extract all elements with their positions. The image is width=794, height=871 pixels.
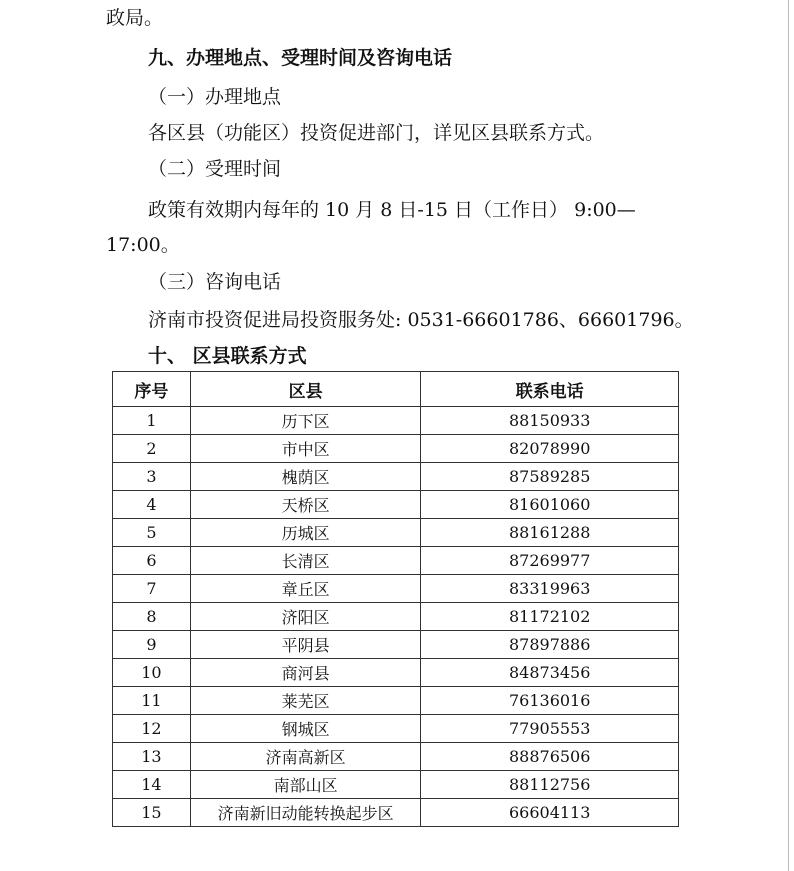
- time-text-line1: 政策有效期内每年的 10 月 8 日-15 日（工作日） 9:00—: [148, 199, 636, 221]
- section-heading-10: 十、 区县联系方式: [148, 345, 307, 367]
- subheading-phone: （三）咨询电话: [148, 271, 282, 293]
- table-row: [113, 771, 679, 799]
- row-phone: 88150933: [421, 407, 679, 435]
- row-index: 2: [113, 435, 191, 463]
- row-phone: 83319963: [421, 575, 679, 603]
- continued-text: 政局。: [106, 7, 164, 29]
- location-text: 各区县（功能区）投资促进部门，详见区县联系方式。: [148, 122, 605, 144]
- table-row: [113, 631, 679, 659]
- row-phone: 87589285: [421, 463, 679, 491]
- row-district: 天桥区: [190, 491, 421, 519]
- header-index: 序号: [113, 372, 191, 407]
- row-phone: 87897886: [421, 631, 679, 659]
- row-district: 历城区: [190, 519, 421, 547]
- phone-text: 济南市投资促进局投资服务处: 0531-66601786、66601796。: [148, 309, 694, 331]
- row-index: 10: [113, 659, 191, 687]
- row-index: 3: [113, 463, 191, 491]
- row-district: 历下区: [190, 407, 421, 435]
- header-phone: 联系电话: [421, 372, 679, 407]
- table-row: [113, 603, 679, 631]
- row-index: 5: [113, 519, 191, 547]
- row-index: 11: [113, 687, 191, 715]
- row-phone: 84873456: [421, 659, 679, 687]
- header-district: 区县: [190, 372, 421, 407]
- row-phone: 88161288: [421, 519, 679, 547]
- row-index: 4: [113, 491, 191, 519]
- table-row: [113, 743, 679, 771]
- page-edge-line: [788, 0, 789, 871]
- row-index: 9: [113, 631, 191, 659]
- row-district: 章丘区: [190, 575, 421, 603]
- row-index: 15: [113, 799, 191, 827]
- row-index: 14: [113, 771, 191, 799]
- row-district: 市中区: [190, 435, 421, 463]
- row-district: 商河县: [190, 659, 421, 687]
- row-index: 1: [113, 407, 191, 435]
- row-index: 13: [113, 743, 191, 771]
- row-phone: 77905553: [421, 715, 679, 743]
- subheading-location: （一）办理地点: [148, 86, 282, 108]
- row-district: 济南高新区: [190, 743, 421, 771]
- row-index: 8: [113, 603, 191, 631]
- table-row: [113, 575, 679, 603]
- row-index: 6: [113, 547, 191, 575]
- row-phone: 88112756: [421, 771, 679, 799]
- row-district: 莱芜区: [190, 687, 421, 715]
- table-row: [113, 519, 679, 547]
- row-district: 槐荫区: [190, 463, 421, 491]
- row-phone: 81172102: [421, 603, 679, 631]
- time-text-line2: 17:00。: [106, 234, 180, 256]
- row-district: 南部山区: [190, 771, 421, 799]
- table-row: [113, 407, 679, 435]
- row-index: 12: [113, 715, 191, 743]
- table-row: [113, 435, 679, 463]
- district-contact-table: [112, 371, 679, 827]
- row-district: 平阴县: [190, 631, 421, 659]
- section-heading-9: 九、办理地点、受理时间及咨询电话: [148, 47, 453, 69]
- table-row: [113, 659, 679, 687]
- row-phone: 87269977: [421, 547, 679, 575]
- row-district: 济阳区: [190, 603, 421, 631]
- table-header-row: [113, 372, 679, 407]
- row-district: 济南新旧动能转换起步区: [190, 799, 421, 827]
- table-row: [113, 715, 679, 743]
- row-phone: 66604113: [421, 799, 679, 827]
- row-phone: 76136016: [421, 687, 679, 715]
- row-district: 钢城区: [190, 715, 421, 743]
- table-row: [113, 547, 679, 575]
- table-row: [113, 463, 679, 491]
- table-row: [113, 491, 679, 519]
- table-row: [113, 687, 679, 715]
- row-index: 7: [113, 575, 191, 603]
- row-phone: 88876506: [421, 743, 679, 771]
- subheading-time: （二）受理时间: [148, 158, 282, 180]
- row-phone: 81601060: [421, 491, 679, 519]
- row-phone: 82078990: [421, 435, 679, 463]
- table-row: [113, 799, 679, 827]
- row-district: 长清区: [190, 547, 421, 575]
